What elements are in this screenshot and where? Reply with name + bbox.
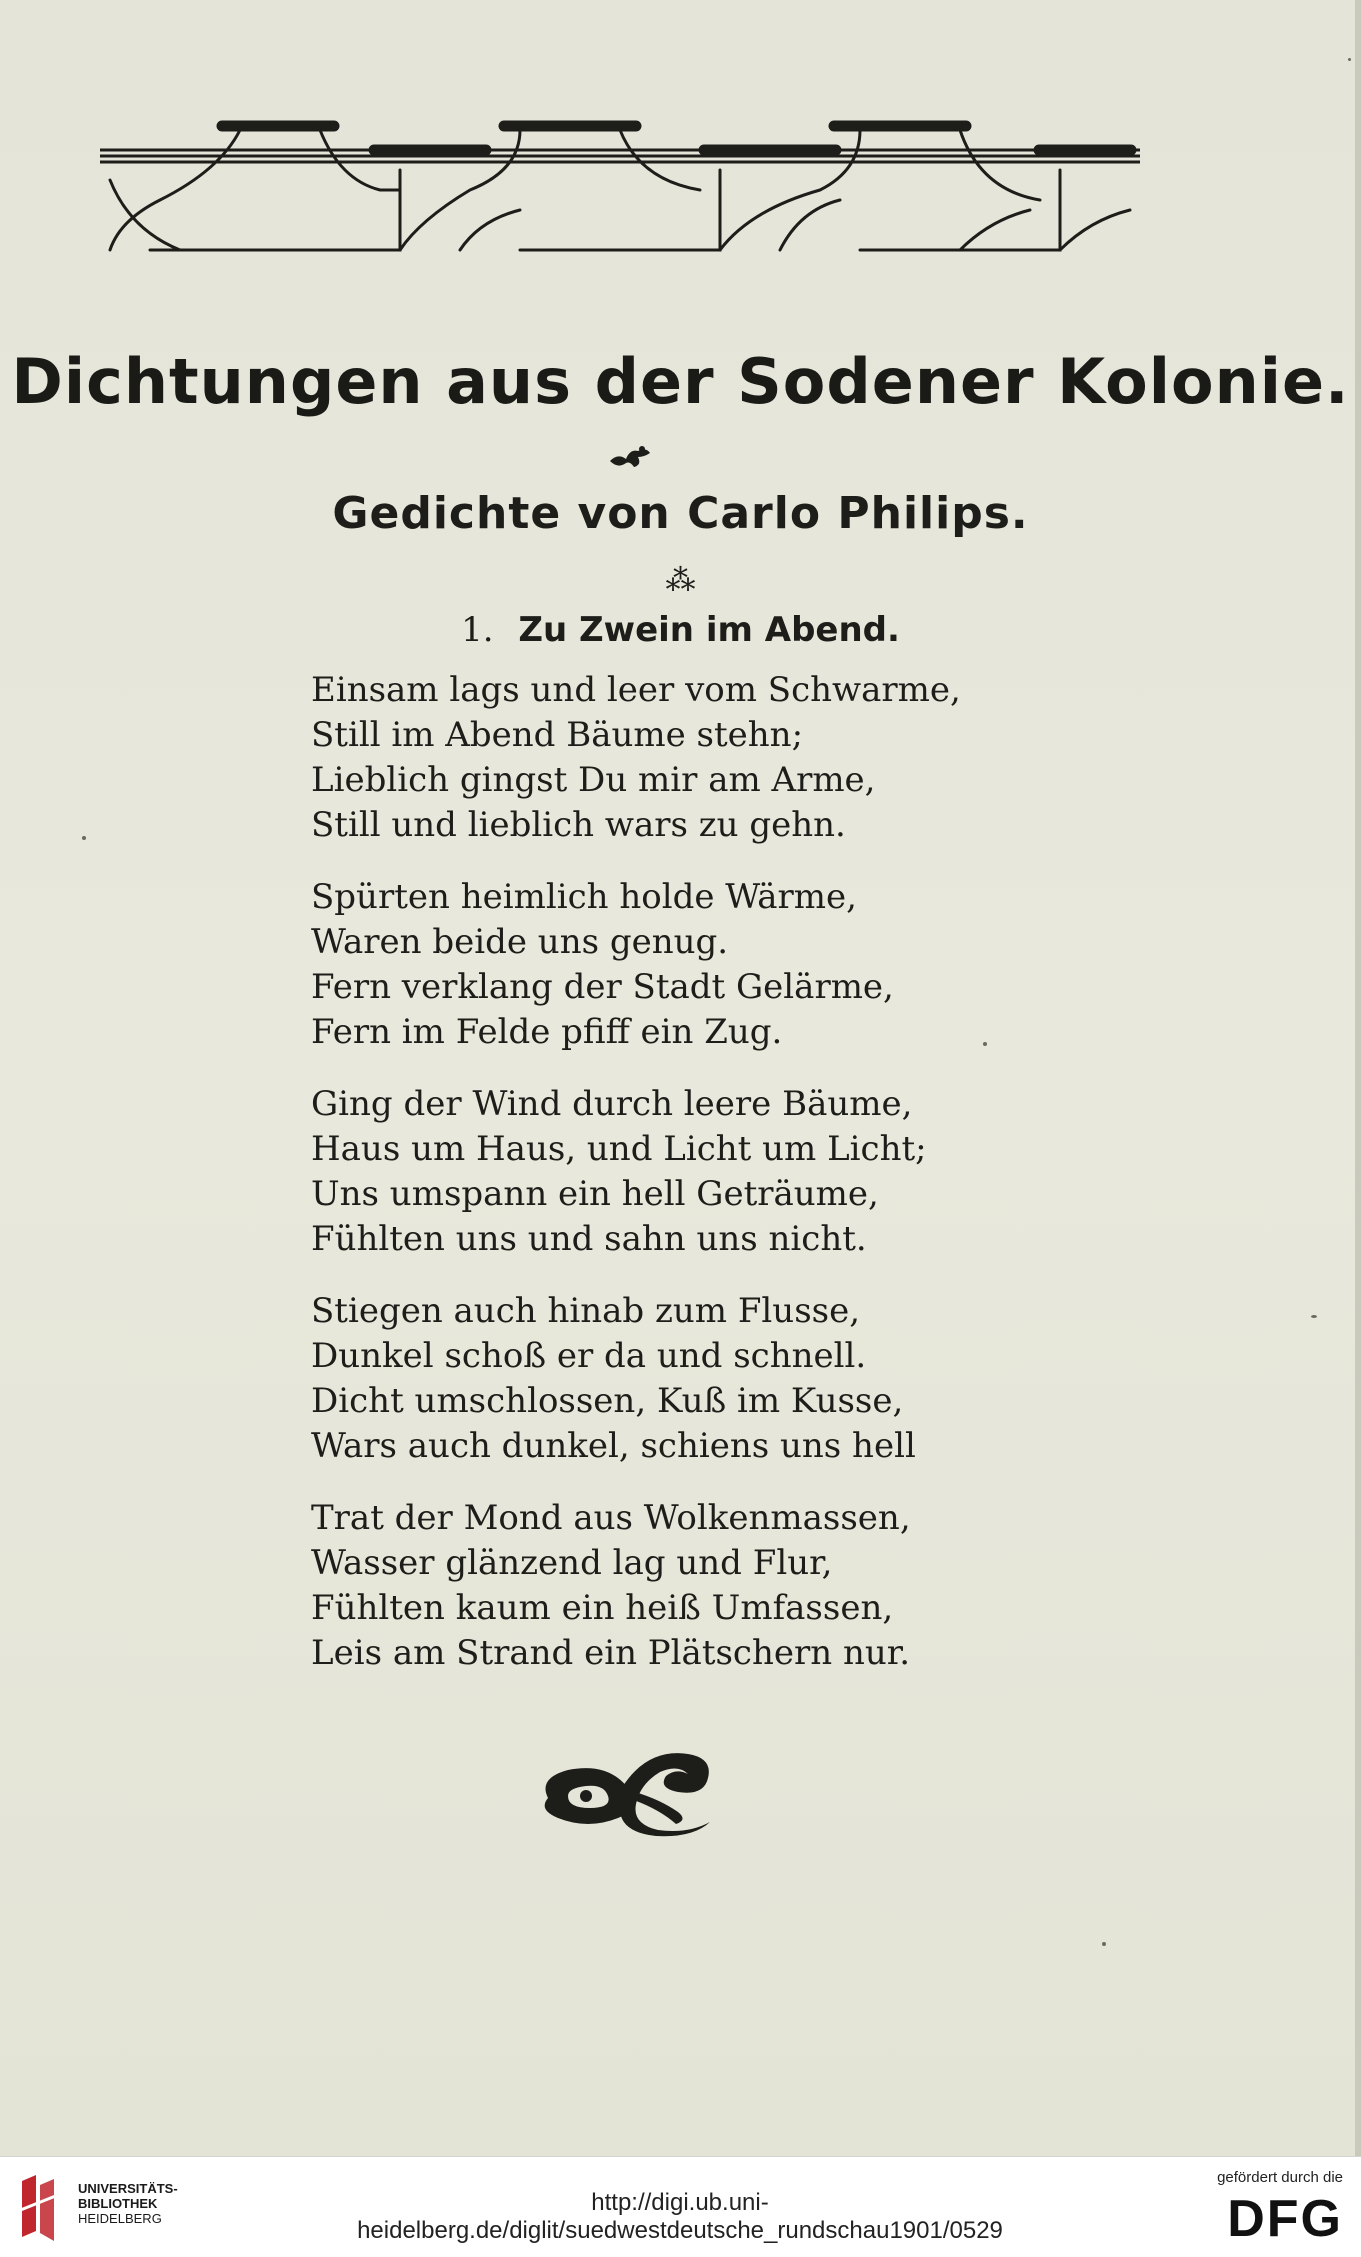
poem-title: Zu Zwein im Abend. <box>518 610 900 650</box>
poem-line: Still im Abend Bäume stehn; <box>311 715 804 755</box>
stanza <box>311 668 961 848</box>
poem-line: Wars auch dunkel, schiens uns hell <box>311 1426 916 1466</box>
library-name-line: BIBLIOTHEK <box>78 2196 158 2211</box>
poem-line: Dicht umschlossen, Kuß im Kusse, <box>311 1381 904 1421</box>
library-name-line: HEIDELBERG <box>78 2211 162 2226</box>
library-name-line: UNIVERSITÄTS- <box>78 2181 178 2196</box>
poem-line: Trat der Mond aus Wolkenmassen, <box>311 1498 911 1538</box>
poem-line: Still und lieblich wars zu gehn. <box>311 805 846 845</box>
poem-line: Fühlten uns und sahn uns nicht. <box>311 1219 867 1259</box>
poem-body <box>311 668 961 1703</box>
poem-line: Lieblich gingst Du mir am Arme, <box>311 760 876 800</box>
poem-line: Leis am Strand ein Plätschern nur. <box>311 1633 911 1673</box>
poem-line: Wasser glänzend lag und Flur, <box>311 1543 833 1583</box>
permalink-url[interactable]: http://digi.ub.uni-heidelberg.de/diglit/suedwestdeutsche_rundschau1901/0529 <box>357 2189 1003 2244</box>
poem-line: Waren beide uns genug. <box>311 922 729 962</box>
footer-bar <box>0 2156 1361 2257</box>
poem-line: Fern im Felde pfiff ein Zug. <box>311 1012 783 1052</box>
poem-heading <box>0 610 1361 660</box>
asterism-icon: ⁂ <box>665 563 696 598</box>
dfg-logo-icon: DFG <box>1227 2190 1343 2248</box>
poem-line: Dunkel schoß er da und schnell. <box>311 1336 867 1376</box>
page-title: Dichtungen aus der Sodener Kolonie. <box>11 345 1350 418</box>
poem-line: Spürten heimlich holde Wärme, <box>311 877 857 917</box>
stanza <box>311 1082 951 1262</box>
ub-heidelberg-logo-icon <box>14 2171 64 2245</box>
page-subtitle: Gedichte von Carlo Philips. <box>332 488 1029 539</box>
stanza <box>311 1289 951 1469</box>
poem-line: Fern verklang der Stadt Gelärme, <box>311 967 894 1007</box>
poem-line: Einsam lags und leer vom Schwarme, <box>311 670 961 710</box>
poem-line: Ging der Wind durch leere Bäume, <box>311 1084 913 1124</box>
page-edge <box>1355 0 1361 2156</box>
stanza <box>311 1496 951 1676</box>
stanza <box>311 875 951 1055</box>
library-name <box>78 2181 178 2226</box>
fleuron-icon <box>608 443 652 473</box>
poem-line: Haus um Haus, und Licht um Licht; <box>311 1129 927 1169</box>
tailpiece-icon <box>528 1738 718 1838</box>
poem-line: Uns umspann ein hell Geträume, <box>311 1174 879 1214</box>
poem-line: Fühlten kaum ein heiß Umfassen, <box>311 1588 894 1628</box>
poem-number: 1. <box>461 610 494 650</box>
funding-label: gefördert durch die <box>1217 2169 1343 2186</box>
poem-line: Stiegen auch hinab zum Flusse, <box>311 1291 861 1331</box>
ornamental-header-icon <box>100 110 1140 260</box>
